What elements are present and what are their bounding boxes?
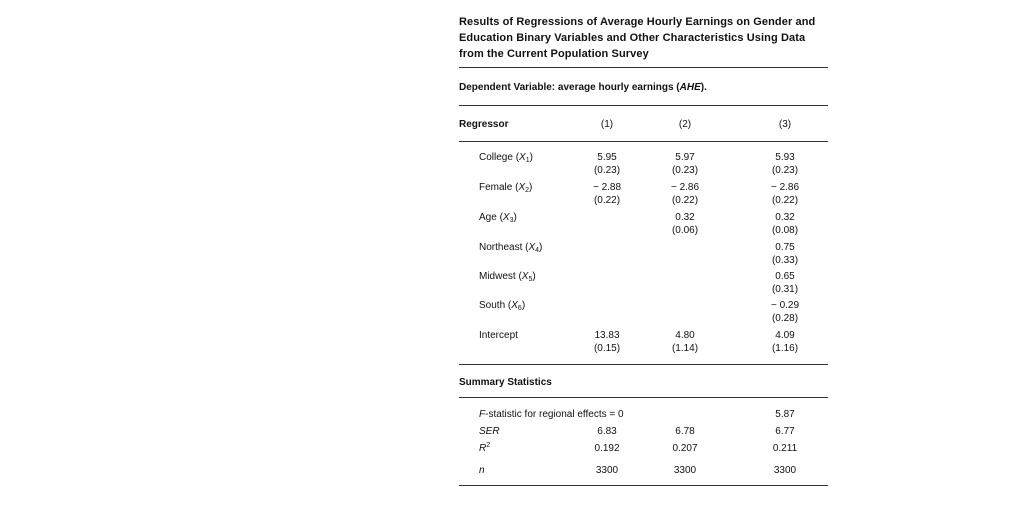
standard-error-c3: (0.28) — [771, 313, 799, 324]
column-header-2: (2) — [678, 119, 692, 130]
rule-summary-top — [459, 397, 828, 398]
standard-error-c3: (0.08) — [771, 225, 799, 236]
standard-error-c3: (0.31) — [771, 284, 799, 295]
rule-header-bottom — [459, 141, 828, 142]
title-line-3: from the Current Population Survey — [459, 48, 649, 60]
n-col1: 3300 — [595, 465, 619, 476]
table-title — [459, 14, 829, 62]
summary-heading: Summary Statistics — [459, 377, 552, 388]
fstat-label: F-statistic for regional effects = 0 — [479, 409, 624, 420]
coefficient-c3: 0.65 — [775, 271, 795, 282]
coefficient-c3: 5.93 — [775, 152, 795, 163]
n-col2: 3300 — [673, 465, 697, 476]
r2-label: $R^2$ — [479, 442, 491, 454]
coefficient-c2: − 2.86 — [670, 182, 700, 193]
title-line-1: Results of Regressions of Average Hourly Earnings on Gender and — [459, 16, 816, 28]
regressor-label: Intercept — [479, 330, 518, 341]
standard-error-c3: (0.33) — [771, 255, 799, 266]
ser-col1: 6.83 — [597, 426, 617, 437]
standard-error-c2: (0.23) — [671, 165, 699, 176]
coefficient-c1: 13.83 — [594, 330, 620, 341]
n-col3: 3300 — [773, 465, 797, 476]
regressor-label: College $(X_1)$ — [479, 152, 533, 164]
coefficient-c3: 0.75 — [775, 242, 795, 253]
coefficient-c3: 0.32 — [775, 212, 795, 223]
regressor-label: South $(X_6)$ — [479, 300, 526, 312]
standard-error-c1: (0.22) — [593, 195, 621, 206]
coefficient-c2: 4.80 — [675, 330, 695, 341]
n-label: n — [479, 465, 485, 476]
rule-bottom — [459, 485, 828, 486]
ser-col3: 6.77 — [775, 426, 795, 437]
regressor-label: Female $(X_2)$ — [479, 182, 533, 194]
ser-label: SER — [479, 426, 500, 437]
rule-body-bottom — [459, 364, 828, 365]
r2-col3: 0.211 — [772, 443, 798, 454]
fstat-value: 5.87 — [775, 409, 795, 420]
standard-error-c3: (1.16) — [771, 343, 799, 354]
title-line-2: Education Binary Variables and Other Characteristics Using Data — [459, 32, 806, 44]
dependent-variable-note: Dependent Variable: average hourly earnings (AHE). — [459, 82, 707, 93]
r2-col2: 0.207 — [672, 443, 698, 454]
rule-top — [459, 67, 828, 68]
standard-error-c3: (0.22) — [771, 195, 799, 206]
coefficient-c1: − 2.88 — [592, 182, 622, 193]
coefficient-c3: − 0.29 — [770, 300, 800, 311]
standard-error-c2: (0.06) — [671, 225, 699, 236]
regressor-label: Northeast $(X_4)$ — [479, 242, 543, 254]
regressor-label: Age $(X_3)$ — [479, 212, 517, 224]
r2-col1: 0.192 — [594, 443, 620, 454]
coefficient-c3: − 2.86 — [770, 182, 800, 193]
coefficient-c2: 5.97 — [675, 152, 695, 163]
standard-error-c2: (0.22) — [671, 195, 699, 206]
rule-header-top — [459, 105, 828, 106]
standard-error-c3: (0.23) — [771, 165, 799, 176]
standard-error-c2: (1.14) — [671, 343, 699, 354]
ser-col2: 6.78 — [675, 426, 695, 437]
coefficient-c3: 4.09 — [775, 330, 795, 341]
column-header-1: (1) — [600, 119, 614, 130]
column-header-3: (3) — [778, 119, 792, 130]
coefficient-c1: 5.95 — [597, 152, 617, 163]
standard-error-c1: (0.15) — [593, 343, 621, 354]
regressor-header: Regressor — [459, 119, 509, 130]
regressor-label: Midwest $(X_5)$ — [479, 271, 536, 283]
standard-error-c1: (0.23) — [593, 165, 621, 176]
coefficient-c2: 0.32 — [675, 212, 695, 223]
